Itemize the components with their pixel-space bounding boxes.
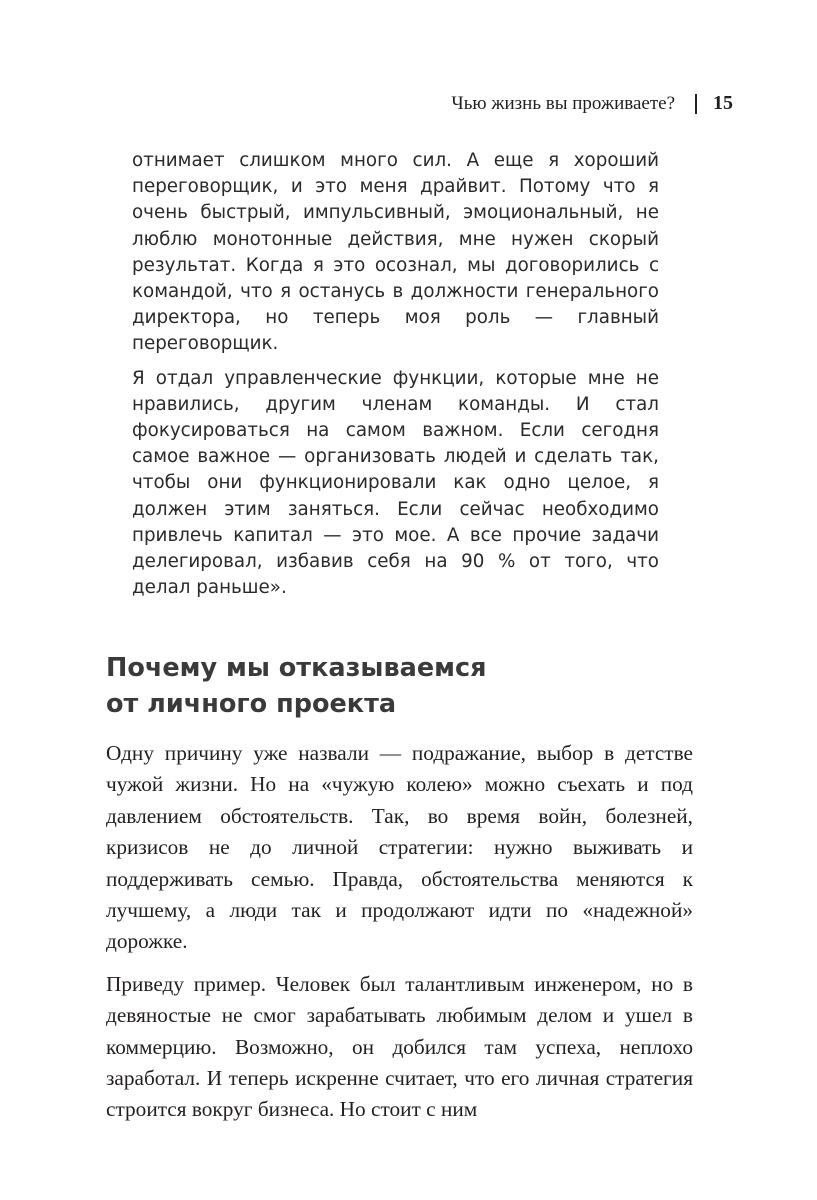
chapter-title: Чью жизнь вы проживаете? [451, 92, 675, 114]
header-separator [695, 94, 697, 114]
section-heading-line: Почему мы отказываемся [106, 653, 487, 683]
page-number: 15 [713, 92, 733, 114]
section-heading [106, 650, 706, 722]
quote-block [132, 148, 659, 609]
body-text [106, 738, 693, 1137]
body-paragraph: Одну причину уже назвали — подражание, выбор в детстве чужой жизни. Но на «чужую колею» можно съехать и под давлением обстоятельств. Так, во время войн, болезней, кризисов не до личной стратегии: нужно выживать и поддерживать семью. Правда, обстоятельства меняются к лучшему, а люди так и продолжают идти по «надежной» дорожке. [106, 741, 693, 954]
quote-paragraph: отнимает слишком много сил. А еще я хороший переговорщик, и это меня драйвит. Потому что я очень быстрый, импульсивный, эмоциональный, не люблю монотонные действия, мне нужен скорый результат. Когда я это осознал, мы договорились с командой, что я останусь в должности генерального директора, но теперь моя роль — главный переговорщик. [132, 150, 659, 355]
running-header [451, 92, 733, 115]
quote-paragraph: Я отдал управленческие функции, которые мне не нравились, другим членам команды. И стал фокусироваться на самом важном. Если сегодня самое важное — организовать людей и сделать так, чтобы они функционировали как одно целое, я должен этим заняться. Если сейчас необходимо привлечь капитал — это мое. А все прочие задачи делегировал, избавив себя на 90 % от того, что делал раньше». [132, 367, 659, 599]
body-paragraph: Приведу пример. Человек был талантливым инженером, но в девяностые не смог зарабатывать любимым делом и ушел в коммерцию. Возможно, он добился там успеха, неплохо заработал. И теперь искренне считает, что его личная стратегия строится вокруг бизнеса. Но стоит с ним [106, 971, 693, 1122]
section-heading-line: от личного проекта [106, 689, 397, 719]
